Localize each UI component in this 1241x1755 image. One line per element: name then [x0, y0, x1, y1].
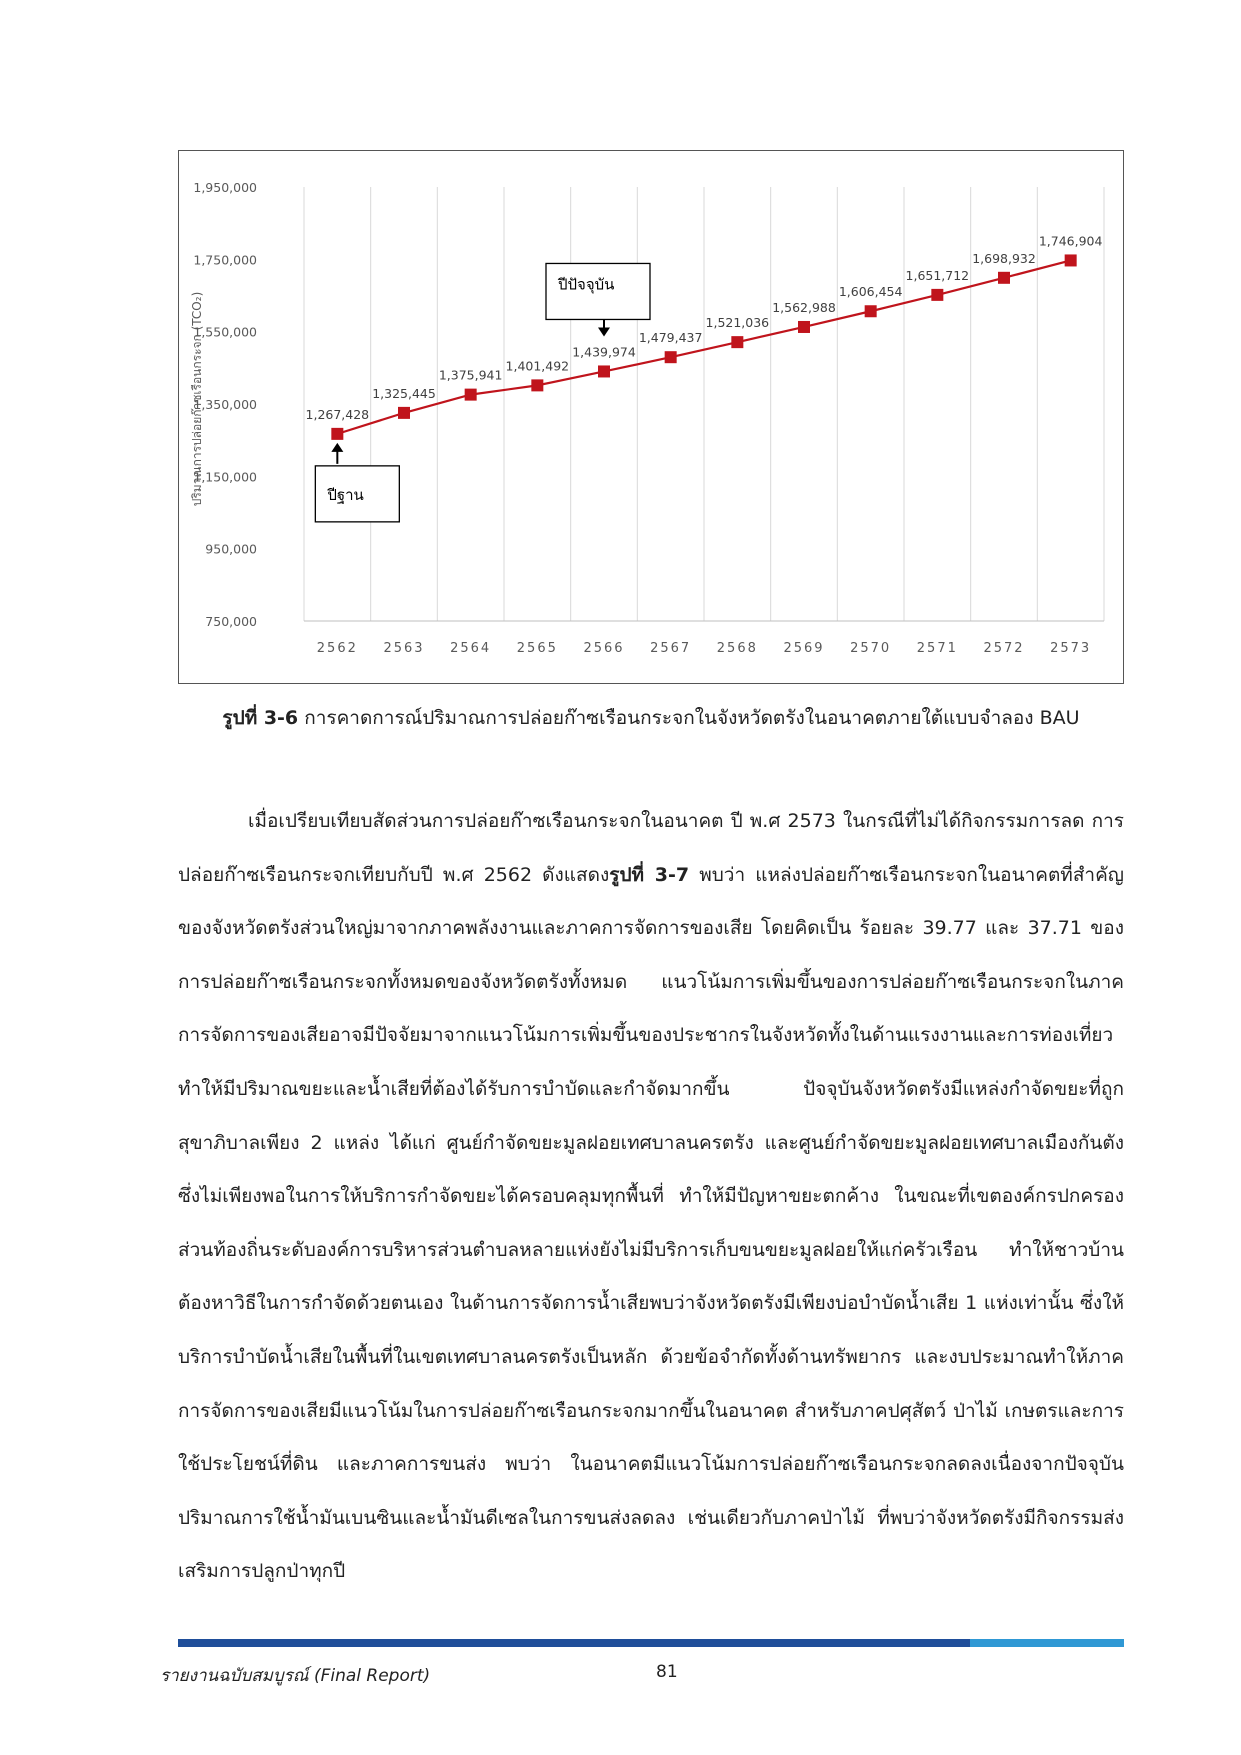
data-label: 1,562,988 [772, 299, 836, 315]
x-tick-label: 2564 [450, 641, 492, 656]
data-point-marker [331, 428, 343, 440]
data-label: 1,267,428 [305, 406, 370, 422]
data-label: 1,521,036 [705, 315, 770, 331]
page-number: 81 [656, 1662, 678, 1682]
y-tick-label: 1,950,000 [193, 180, 257, 195]
data-label: 1,401,492 [505, 358, 570, 374]
data-point-marker [531, 379, 543, 391]
annotation-text-current: ปีปัจจุบัน [558, 275, 615, 294]
data-point-marker [598, 365, 610, 377]
caption-text: การคาดการณ์ปริมาณการปล่อยก๊าซเรือนกระจกในจังหวัดตรังในอนาคตภายใต้แบบจำลอง BAU [298, 707, 1080, 729]
x-tick-label: 2568 [716, 641, 758, 656]
data-label: 1,325,445 [372, 385, 436, 401]
data-label: 1,375,941 [438, 367, 503, 383]
x-tick-label: 2567 [650, 641, 692, 656]
paragraph-text-part2: พบว่า แหล่งปล่อยก๊าซเรือนกระจกในอนาคตที่สำคัญของจังหวัดตรังส่วนใหญ่มาจากภาคพลังงานและภาคการจัดการของเสีย โดยคิดเป็น ร้อยละ 39.77 และ 37.71 ของการปล่อยก๊าซเรือนกระจกทั้งหมดของจังหวัดตรังทั้งหมด แนวโน้มการเพิ่มขึ้นของการปล่อยก๊าซเรือนกระจกในภาคการจัดการของเสียอาจมีปัจจัยมาจากแนวโน้มการเพิ่มขึ้นของประชากรในจังหวัดทั้งในด้านแรงงานและการท่องเที่ยวทำให้มีปริมาณขยะและน้ำเสียที่ต้องได้รับการบำบัดและกำจัดมากขึ้น ปัจจุบันจังหวัดตรังมีแหล่งกำจัดขยะที่ถูกสุขาภิบาลเพียง 2 แหล่ง ได้แก่ ศูนย์กำจัดขยะมูลฝอยเทศบาลนครตรัง และศูนย์กำจัดขยะมูลฝอยเทศบาลเมืองกันตัง ซึ่งไม่เพียงพอในการให้บริการกำจัดขยะได้ครอบคลุมทุกพื้นที่ ทำให้มีปัญหาขยะตกค้าง ในขณะที่เขตองค์กรปกครองส่วนท้องถิ่นระดับองค์การบริหารส่วนตำบลหลายแห่งยังไม่มีบริการเก็บขนขยะมูลฝอยให้แก่ครัวเรือน ทำให้ชาวบ้านต้องหาวิธีในการกำจัดด้วยตนเอง ในด้านการจัดการน้ำเสียพบว่าจังหวัดตรังมีเพียงบ่อบำบัดน้ำเสีย 1 แห่งเท่านั้น ซึ่งให้บริการบำบัดน้ำเสียในพื้นที่ในเขตเทศบาลนครตรังเป็นหลัก ด้วยข้อจำกัดทั้งด้านทรัพยากร และงบประมาณทำให้ภาคการจัดการของเสียมีแนวโน้มในการปล่อยก๊าซเรือนกระจกมากขึ้นในอนาคต สำหรับภาคปศุสัตว์ ป่าไม้ เกษตรและการใช้ประโยชน์ที่ดิน และภาคการขนส่ง พบว่า ในอนาคตมีแนวโน้มการปล่อยก๊าซเรือนกระจกลดลงเนื่องจากปัจจุบันปริมาณการใช้น้ำมันเบนซินและน้ำมันดีเซลในการขนส่งลดลง เช่นเดียวกับภาคป่าไม้ ที่พบว่าจังหวัดตรังมีกิจกรรมส่งเสริมการปลูกป่าทุกปี [178, 863, 1124, 1583]
y-tick-label: 1,150,000 [193, 469, 257, 485]
data-point-marker [665, 351, 677, 363]
body-paragraph [178, 795, 1124, 1599]
figure-caption [178, 703, 1124, 733]
x-tick-label: 2573 [1050, 641, 1092, 656]
data-point-marker [998, 272, 1010, 284]
data-point-marker [465, 389, 477, 401]
paragraph-1 [178, 795, 1124, 1599]
data-point-marker [865, 305, 877, 317]
caption-label: รูปที่ 3-6 [222, 707, 299, 729]
data-label: 1,746,904 [1038, 233, 1103, 249]
y-axis-title: ปริมาณการปล่อยก๊าซเรือนกระจก (TCO₂) [190, 291, 204, 507]
data-label: 1,651,712 [905, 267, 970, 283]
footer-bar-light [970, 1639, 1124, 1647]
annotation-arrowhead-current [598, 327, 610, 336]
x-tick-label: 2566 [583, 641, 625, 656]
x-tick-label: 2569 [783, 641, 825, 656]
footer-report-title: รายงานฉบับสมบูรณ์ (Final Report) [160, 1666, 431, 1686]
data-label: 1,439,974 [572, 344, 636, 360]
data-point-marker [798, 321, 810, 333]
y-tick-label: 1,350,000 [193, 397, 257, 412]
data-label: 1,698,932 [972, 250, 1036, 266]
data-point-marker [398, 407, 410, 419]
footer-bar [178, 1639, 1124, 1647]
data-point-marker [1065, 254, 1077, 266]
x-tick-label: 2572 [983, 641, 1025, 656]
footer-bar-dark [178, 1639, 970, 1647]
y-tick-label: 750,000 [205, 614, 257, 629]
figure-reference: รูปที่ 3-7 [609, 863, 690, 886]
data-point-marker [731, 336, 743, 348]
annotation-text-base: ปีฐาน [327, 485, 364, 504]
y-tick-label: 1,550,000 [193, 324, 257, 340]
x-tick-label: 2565 [516, 641, 558, 656]
y-tick-label: 950,000 [205, 541, 257, 557]
x-tick-label: 2562 [316, 641, 358, 656]
annotation-arrowhead-base [331, 443, 343, 452]
data-label: 1,606,454 [838, 284, 903, 300]
y-tick-label: 1,750,000 [193, 252, 257, 268]
x-tick-label: 2563 [383, 641, 425, 656]
data-point-marker [931, 289, 943, 301]
paragraph-text-part1: เมื่อเปรียบเทียบสัดส่วนการปล่อยก๊าซเรือนกระจกในอนาคต ปี พ.ศ 2573 ในกรณีที่ไม่ได้กิจกรรมการลด การปล่อยก๊าซเรือนกระจกเทียบกับปี พ.ศ 2562 ดังแสดง [178, 810, 1124, 886]
chart-canvas [179, 151, 1122, 682]
emission-forecast-chart [178, 150, 1124, 684]
x-tick-label: 2570 [850, 641, 892, 656]
x-tick-label: 2571 [916, 641, 958, 656]
data-label: 1,479,437 [638, 330, 703, 346]
